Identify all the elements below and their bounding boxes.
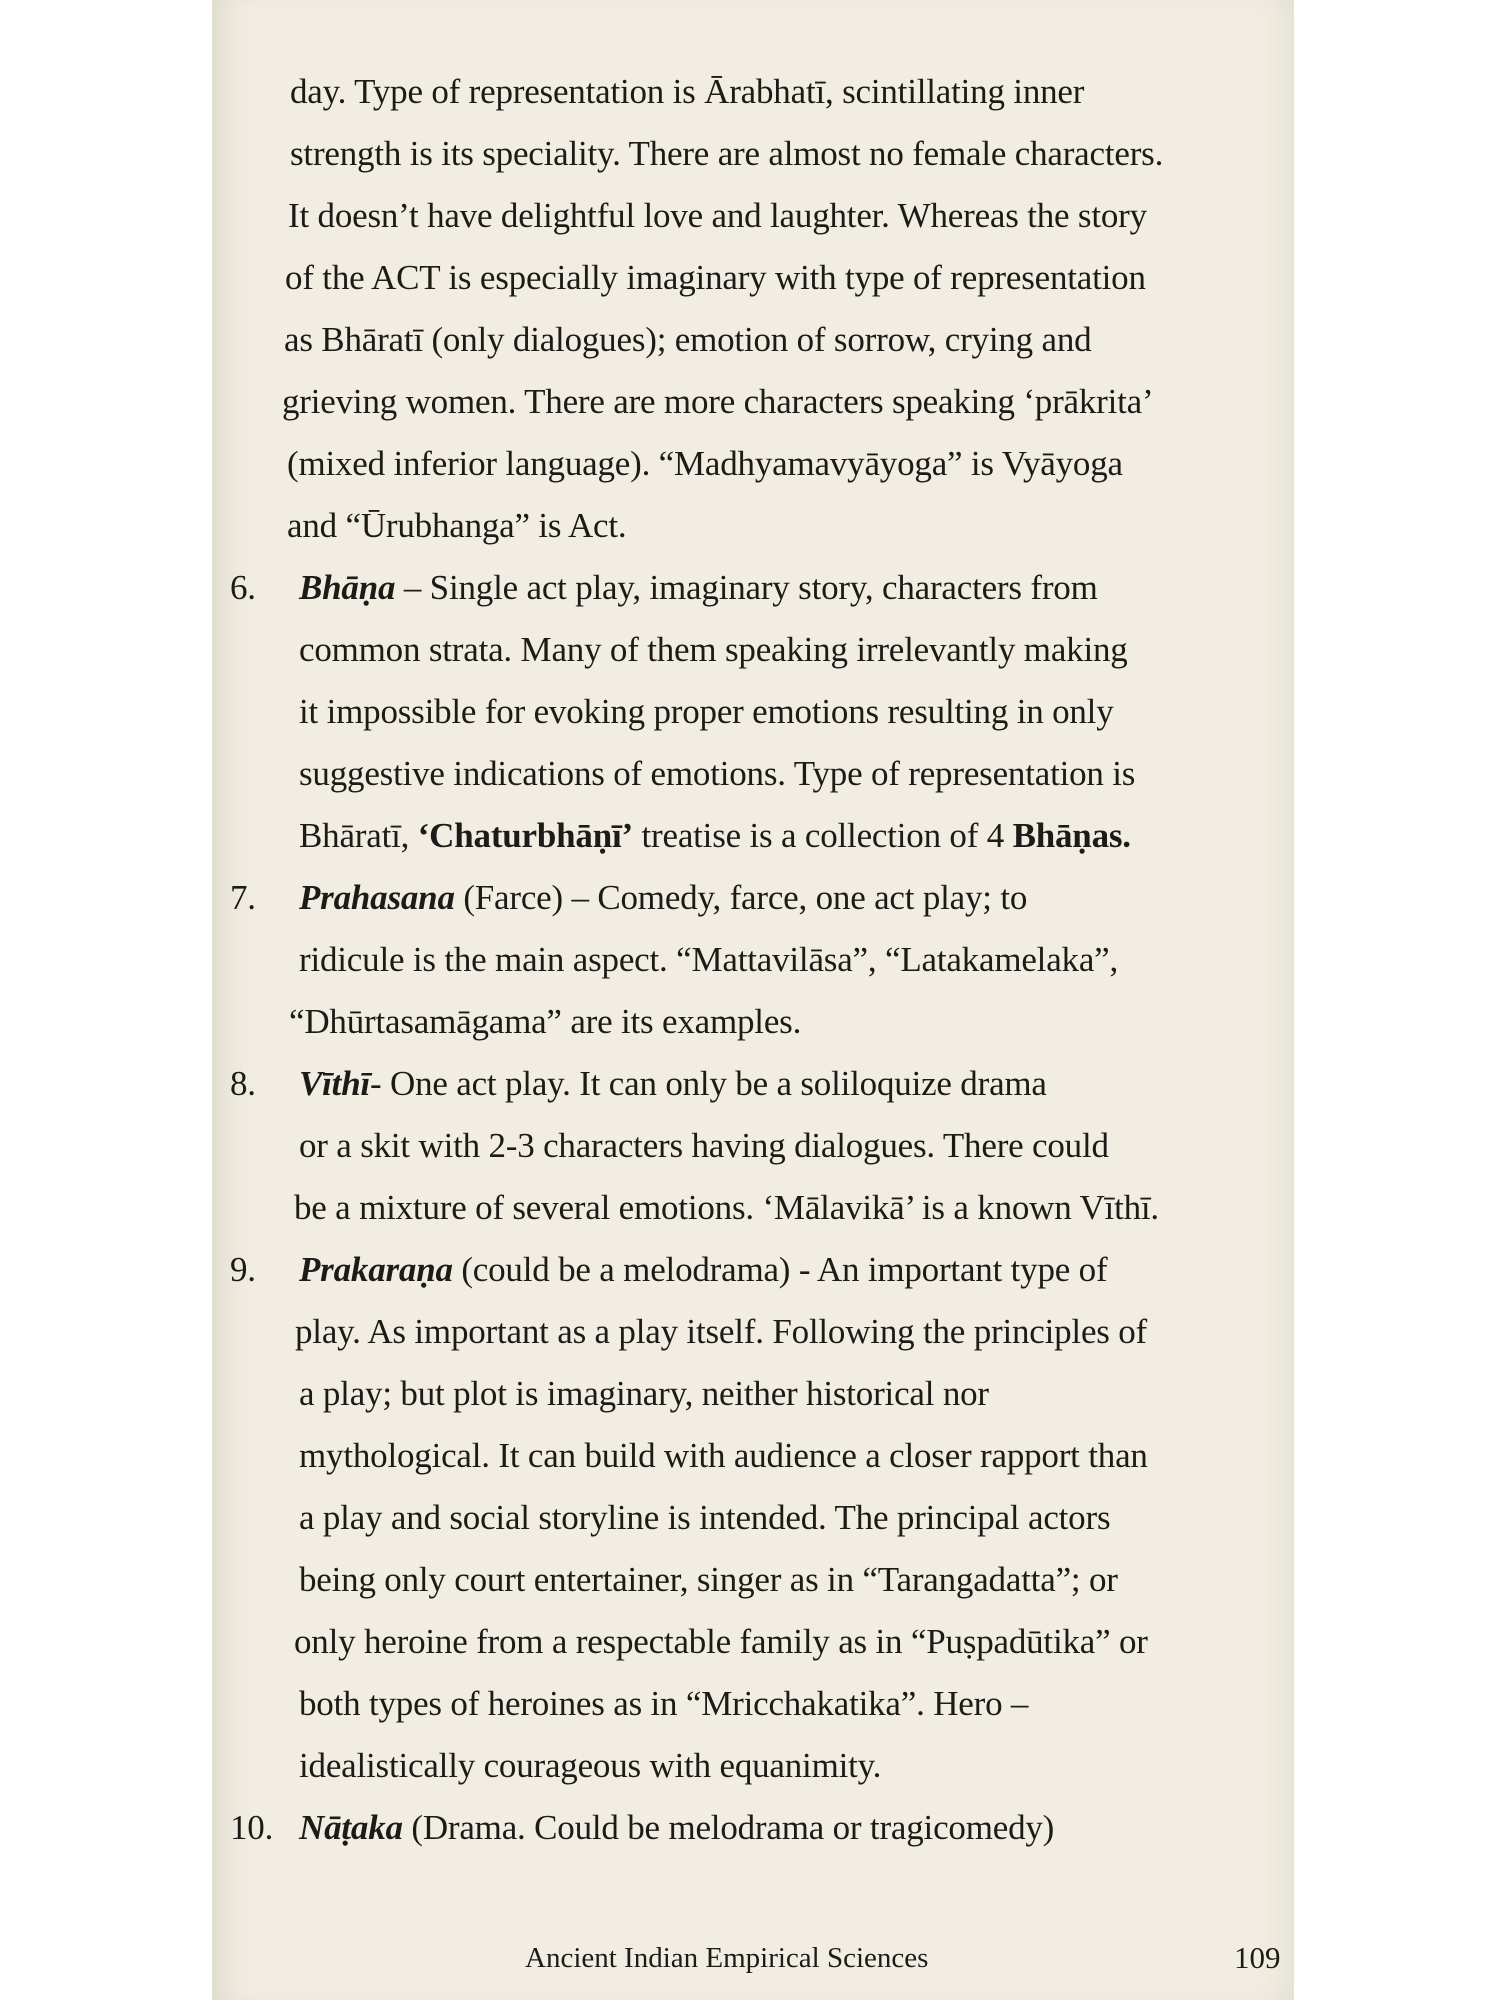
list-item-line: play. As important as a play itself. Following the principles of — [295, 1312, 1148, 1351]
footer-page-number: 109 — [1234, 1940, 1281, 1975]
intro-line: of the ACT is especially imaginary with type of representation — [285, 258, 1146, 297]
list-item-line: mythological. It can build with audience a closer rapport than — [299, 1436, 1148, 1475]
list-item-line: it impossible for evoking proper emotions resulting in only — [299, 692, 1114, 731]
list-item-number: 7. — [230, 878, 256, 917]
list-item-number: 9. — [230, 1250, 256, 1289]
list-item-line: only heroine from a respectable family as in “Puṣpadūtika” or — [294, 1622, 1148, 1661]
list-item-text: Bhāratī, — [299, 816, 418, 855]
intro-line: grieving women. There are more characters speaking ‘prākrita’ — [282, 382, 1154, 421]
term-bhana: Bhāṇa — [299, 568, 396, 607]
list-item-line: a play; but plot is imaginary, neither historical nor — [299, 1374, 989, 1413]
list-item-line — [299, 816, 1131, 856]
list-item-first-line — [299, 1808, 1054, 1848]
list-item-first-line — [299, 1064, 1047, 1104]
term-prahasana: Prahasana — [299, 878, 455, 917]
list-item-line: being only court entertainer, singer as in “Tarangadatta”; or — [299, 1560, 1118, 1599]
list-item-text: (Farce) – Comedy, farce, one act play; to — [454, 878, 1028, 917]
list-item-text: (could be a melodrama) - An important type of — [452, 1250, 1108, 1289]
list-item-first-line — [299, 1250, 1107, 1290]
list-item-text: – Single act play, imaginary story, characters from — [395, 568, 1098, 607]
intro-line: (mixed inferior language). “Madhyamavyāyoga” is Vyāyoga — [287, 444, 1123, 483]
list-item-text: - One act play. It can only be a soliloquize drama — [369, 1064, 1047, 1103]
treatise-name: ‘Chaturbhāṇī’ — [417, 816, 633, 855]
list-item-line: both types of heroines as in “Mricchakatika”. Hero – — [299, 1684, 1029, 1723]
list-item-number: 10. — [230, 1808, 274, 1847]
list-item-line: idealistically courageous with equanimity. — [299, 1746, 882, 1785]
footer-book-title: Ancient Indian Empirical Sciences — [525, 1942, 929, 1974]
list-item-line: ridicule is the main aspect. “Mattavilāsa”, “Latakamelaka”, — [299, 940, 1119, 979]
list-item-number: 6. — [230, 568, 256, 607]
term-vithi: Vīthī — [299, 1064, 370, 1103]
list-item-line: “Dhūrtasamāgama” are its examples. — [289, 1002, 802, 1041]
intro-line: day. Type of representation is Ārabhatī, scintillating inner — [290, 72, 1085, 111]
list-item-text: (Drama. Could be melodrama or tragicomedy) — [402, 1808, 1055, 1847]
term-nataka: Nāṭaka — [299, 1808, 403, 1847]
list-item-line: or a skit with 2-3 characters having dialogues. There could — [299, 1126, 1109, 1165]
list-item-line: be a mixture of several emotions. ‘Mālavikā’ is a known Vīthī. — [294, 1188, 1159, 1227]
list-item-first-line — [299, 878, 1027, 918]
list-item-first-line — [299, 568, 1098, 608]
intro-line: and “Ūrubhanga” is Act. — [287, 506, 627, 545]
term-bhanas: Bhāṇas. — [1012, 816, 1131, 855]
intro-line: strength is its speciality. There are almost no female characters. — [290, 134, 1164, 173]
list-item-number: 8. — [230, 1064, 256, 1103]
book-page — [212, 0, 1294, 2000]
intro-line: as Bhāratī (only dialogues); emotion of sorrow, crying and — [284, 320, 1092, 359]
list-item-line: suggestive indications of emotions. Type of representation is — [299, 754, 1136, 793]
term-prakarana: Prakaraṇa — [299, 1250, 453, 1289]
list-item-text: treatise is a collection of 4 — [632, 816, 1013, 855]
list-item-line: a play and social storyline is intended. The principal actors — [299, 1498, 1111, 1537]
intro-line: It doesn’t have delightful love and laughter. Whereas the story — [288, 196, 1147, 235]
list-item-line: common strata. Many of them speaking irrelevantly making — [299, 630, 1128, 669]
